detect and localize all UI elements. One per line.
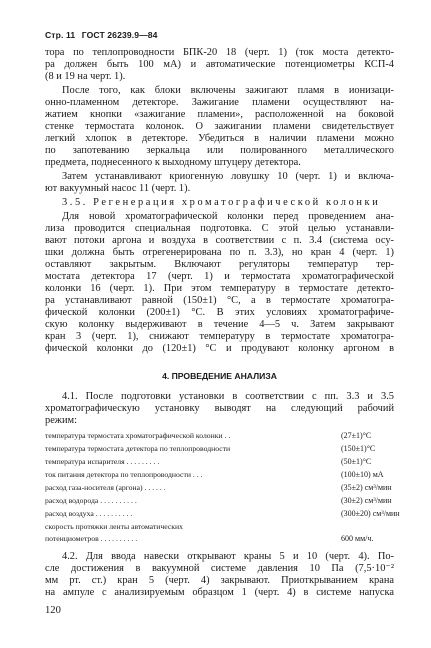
- body-line: 4.1. После подготовки установки в соответствии с пп. 3.3 и 3.5: [62, 391, 394, 402]
- running-header: [45, 30, 162, 40]
- body-line: онно-пламенном детекторе. Зажигание пламени осуществляют на-: [45, 97, 394, 108]
- param-row: [45, 495, 394, 507]
- param-value: (50±1)°С: [341, 457, 372, 466]
- header-standard: ГОСТ 26239.9—84: [81, 30, 158, 40]
- param-value: (30±2) см³/мин: [341, 496, 392, 505]
- param-row: [45, 508, 400, 520]
- body-line: фической колонки до (120±1) °С и продувают колонку аргоном в: [45, 343, 394, 354]
- param-label: температура термостата хроматографической колонки . .: [45, 431, 231, 440]
- body-line: Для новой хроматографической колонки перед проведением ана-: [62, 211, 394, 222]
- param-row: [45, 521, 394, 533]
- body-line: жатием кнопки «зажигание пламени», расположенной на боковой: [45, 109, 394, 120]
- param-label: потенциометров . . . . . . . . . .: [45, 534, 138, 543]
- param-value: (300±20) см³/мин: [341, 509, 400, 518]
- param-value: (100±10) мА: [341, 470, 384, 479]
- body-line: легкий хлопок в детекторе. Убедиться в наличии пламени можно: [45, 133, 394, 144]
- section-title: 4. ПРОВЕДЕНИЕ АНАЛИЗА: [162, 371, 277, 381]
- body-line: 4.2. Для ввода навески открывают краны 5 и 10 (черт. 4). По-: [62, 551, 394, 562]
- body-line: Затем устанавливают криогенную ловушку 10 (черт. 1) и включа-: [62, 171, 394, 182]
- param-label: расход водорода . . . . . . . . . .: [45, 496, 137, 505]
- param-value: (27±1)°С: [341, 431, 372, 440]
- param-row: [45, 456, 394, 468]
- body-line: мостата детектора 17 (черт. 1) и термостата хроматографической: [45, 271, 394, 282]
- body-line: кран 3 (черт. 1), снижают температуру в термостате хроматогра-: [45, 331, 394, 342]
- body-line: тора по теплопроводности БПК-20 18 (черт. 1) (ток моста детекто-: [45, 47, 394, 58]
- body-line: по запотеванию зеркальца или полированного металлического: [45, 145, 394, 156]
- param-label: ток питания детектора по теплопроводности . . .: [45, 470, 203, 479]
- body-line: фической колонки (200±1) °С. В этих условиях хроматографиче-: [45, 307, 394, 318]
- body-line: шки должна быть отрегенерирована по п. 3.3), но кран 4 (черт. 1): [45, 247, 394, 258]
- body-line: режим:: [45, 415, 78, 426]
- body-line: (8 и 19 на черт. 1).: [45, 71, 126, 82]
- body-line: стенке термостата колонок. О зажигании пламени свидетельствует: [45, 121, 394, 132]
- param-value: 600 мм/ч.: [341, 534, 374, 543]
- body-line: предмета, поднесенного к выходному штуцеру детектора.: [45, 157, 301, 168]
- param-row: [45, 533, 394, 545]
- param-label: скорость протяжки ленты автоматических: [45, 522, 183, 531]
- body-line: ра устанавливают равной (150±1) °С, а в термостате хроматогра-: [45, 295, 394, 306]
- param-value: (35±2) см³/мин: [341, 483, 392, 492]
- header-page: Стр. 11: [45, 30, 76, 40]
- body-line: колонки 16 (черт. 1). При этом температуру в термостате детекто-: [45, 283, 394, 294]
- body-line: сле достижения в вакуумной системе давления 10 Па (7,5·10⁻²: [45, 563, 394, 574]
- body-line: лиза проводится специальная подготовка. С этой целью устанавли-: [45, 223, 394, 234]
- body-line: хроматографическую установку выводят на следующий рабочий: [45, 403, 394, 414]
- param-label: расход газа-носителя (аргона) . . . . . .: [45, 483, 166, 492]
- body-line: на ампуле с анализируемым образцом 1 (черт. 4) в системе напуска: [45, 587, 394, 598]
- subsection-heading: 3.5. Регенерация хроматографической колонки: [62, 197, 381, 208]
- param-value: (150±1)°С: [341, 444, 376, 453]
- param-row: [45, 430, 394, 442]
- body-line: оставляют закрытым. Включают регуляторы температур тер-: [45, 259, 394, 270]
- body-line: скую колонку выдерживают в течение 4—5 ч. Затем закрывают: [45, 319, 394, 330]
- body-line: ра должен быть 100 мА) и автоматические потенциометры КСП-4: [45, 59, 394, 70]
- body-line: мм рт. ст.) кран 5 (черт. 4) закрывают. Приоткрыванием крана: [45, 575, 394, 586]
- body-line: вают потоки аргона и воздуха в соответствии с п. 3.4 (система осу-: [45, 235, 394, 246]
- param-label: расход воздуха . . . . . . . . . .: [45, 509, 133, 518]
- body-line: После того, как блоки включены зажигают пламя в ионизаци-: [62, 85, 394, 96]
- page-number: 120: [45, 605, 61, 616]
- param-label: температура испарителя . . . . . . . . .: [45, 457, 160, 466]
- param-label: температура термостата детектора по теплопроводности: [45, 444, 231, 453]
- param-row: [45, 443, 394, 455]
- param-row: [45, 469, 394, 481]
- body-line: ют вакуумный насос 11 (черт. 1).: [45, 183, 191, 194]
- param-row: [45, 482, 394, 494]
